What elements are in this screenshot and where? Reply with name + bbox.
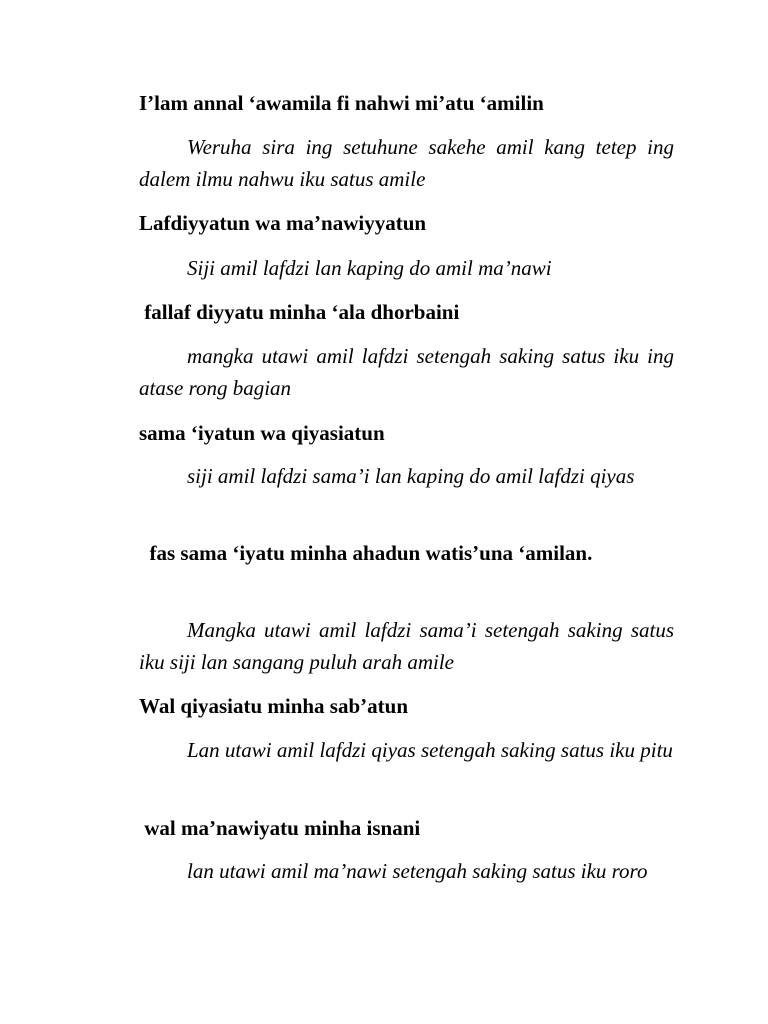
translation-line-6: Lan utawi amil lafdzi qiyas setengah saking satus iku pitu: [187, 738, 673, 762]
arabic-line-5: fas sama ‘iyatu minha ahadun watis’una ‘amilan.: [139, 541, 593, 565]
translation-line-3: mangka utawi amil lafdzi setengah saking satus iku ing atase rong bagian: [139, 344, 674, 400]
arabic-line-1: I’lam annal ‘awamila fi nahwi mi’atu ‘amilin: [139, 91, 544, 115]
arabic-line-6: Wal qiyasiatu minha sab’atun: [139, 694, 409, 718]
translation-line-7: lan utawi amil ma’nawi setengah saking satus iku roro: [187, 859, 648, 883]
arabic-line-7: wal ma’nawiyatu minha isnani: [139, 816, 421, 840]
translation-line-1: Weruha sira ing setuhune sakehe amil kang tetep ing dalem ilmu nahwu iku satus amile: [139, 135, 674, 191]
translation-line-4: siji amil lafdzi sama’i lan kaping do amil lafdzi qiyas: [187, 464, 635, 488]
translation-line-5: Mangka utawi amil lafdzi sama’i setengah saking satus iku siji lan sangang puluh arah amile: [139, 618, 674, 674]
translation-line-2: Siji amil lafdzi lan kaping do amil ma’nawi: [187, 256, 552, 280]
arabic-line-4: sama ‘iyatun wa qiyasiatun: [139, 421, 385, 445]
arabic-line-3: fallaf diyyatu minha ‘ala dhorbaini: [139, 300, 460, 324]
arabic-line-2: Lafdiyyatun wa ma’nawiyyatun: [139, 211, 427, 235]
